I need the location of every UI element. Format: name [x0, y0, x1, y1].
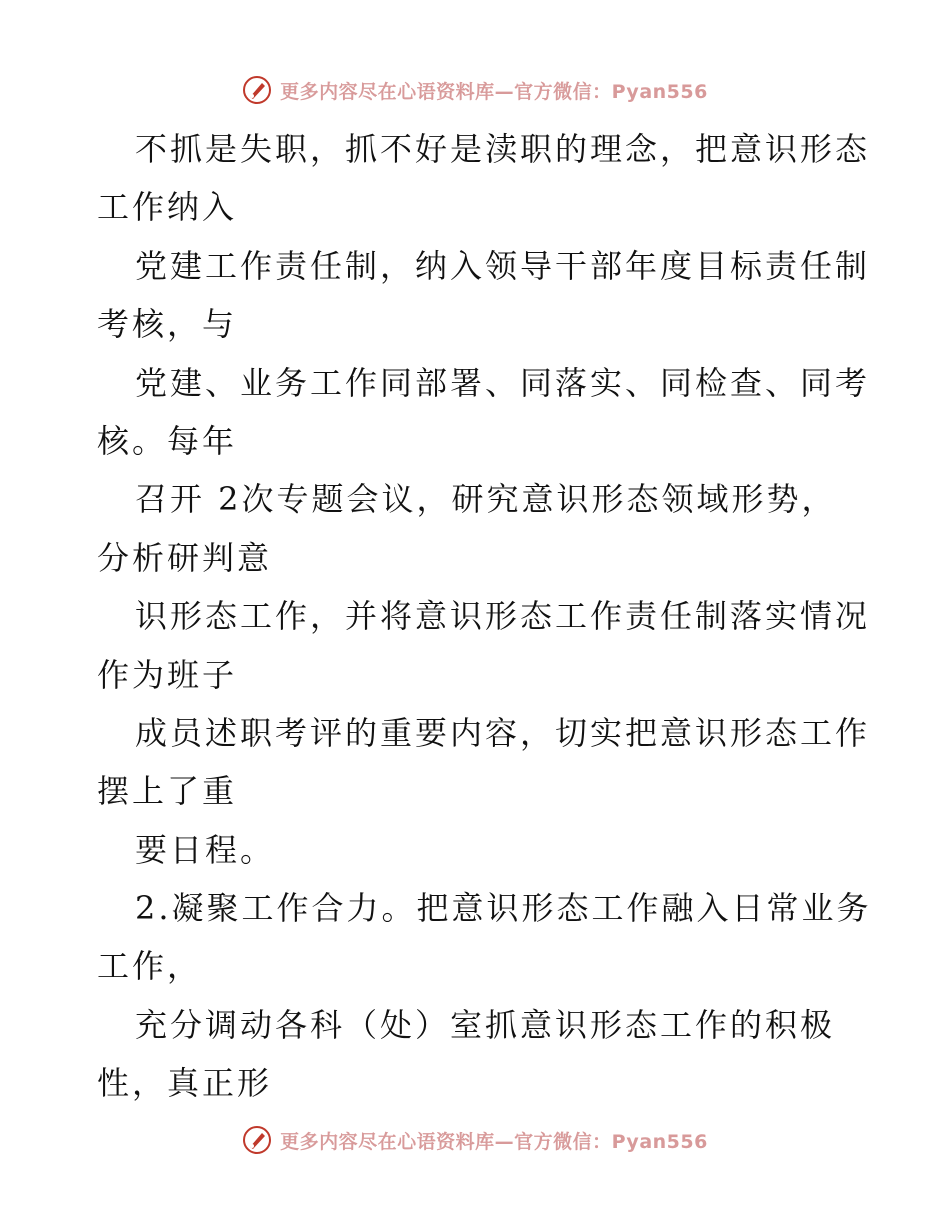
text-line: 党建、业务工作同部署、同落实、同检查、同考 [135, 363, 871, 402]
text-line: 2.凝聚工作合力。把意识形态工作融入日常业务 [135, 889, 872, 928]
text-line: 考核，与 [97, 305, 238, 344]
text-line: 工作纳入 [97, 188, 238, 227]
header-watermark [0, 70, 950, 110]
text-line: 充分调动各科（处）室抓意识形态工作的积极 [135, 1005, 836, 1044]
text-line: 工作， [97, 947, 203, 986]
text-line: 要日程。 [135, 830, 276, 869]
watermark-text: 更多内容尽在心语资料库—官方微信：Pyan556 [280, 80, 708, 103]
watermark-text: 更多内容尽在心语资料库—官方微信：Pyan556 [280, 1130, 708, 1153]
text-line: 党建工作责任制，纳入领导干部年度目标责任制 [135, 246, 871, 285]
text-line: 性，真正形 [97, 1064, 273, 1103]
text-line: 分析研判意 [97, 538, 273, 577]
pen-logo-icon [242, 1125, 272, 1155]
text-line: 识形态工作，并将意识形态工作责任制落实情况 [135, 597, 871, 636]
text-line: 核。每年 [97, 421, 238, 460]
text-line: 作为班子 [97, 655, 238, 694]
document-body [97, 120, 872, 1113]
text-line: 不抓是失职，抓不好是渎职的理念，把意识形态 [135, 130, 871, 168]
text-line: 成员述职考评的重要内容，切实把意识形态工作 [135, 713, 871, 752]
text-line: 摆上了重 [97, 772, 238, 811]
pen-logo-icon [242, 75, 272, 105]
footer-watermark [0, 1120, 950, 1160]
text-line: 召开 2次专题会议，研究意识形态领域形势， [135, 480, 837, 519]
